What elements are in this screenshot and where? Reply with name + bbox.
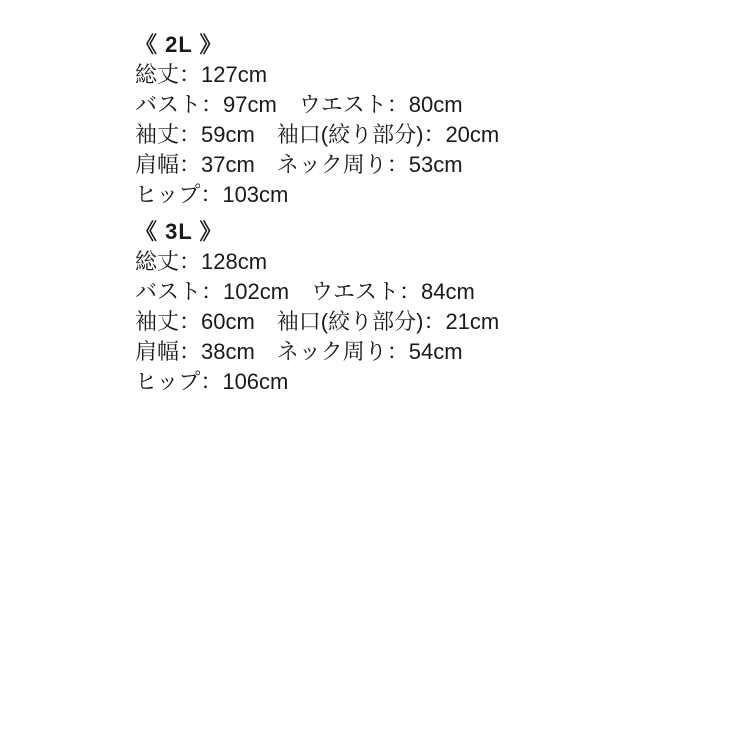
measurement-line-shoulder-neck: 肩幅：37cm ネック周り：53cm [135,152,463,177]
size-heading-3l: 《 3L 》 [135,219,223,244]
measurement-line-shoulder-neck: 肩幅：38cm ネック周り：54cm [135,339,463,364]
measurement-line-sleeve-cuff: 袖丈：60cm 袖口(絞り部分)：21cm [135,309,500,334]
size-heading-2l: 《 2L 》 [135,32,223,57]
measurement-line-bust-waist: バスト：102cm ウエスト：84cm [135,279,475,304]
measurement-line-hip: ヒップ：106cm [135,369,289,394]
measurement-line-total-length: 総丈：128cm [135,249,268,274]
measurement-line-total-length: 総丈：127cm [135,62,268,87]
measurement-line-hip: ヒップ：103cm [135,182,289,207]
measurement-line-bust-waist: バスト：97cm ウエスト：80cm [135,92,463,117]
size-section-3l [135,217,720,397]
size-section-2l [135,30,720,210]
measurement-line-sleeve-cuff: 袖丈：59cm 袖口(絞り部分)：20cm [135,122,500,147]
